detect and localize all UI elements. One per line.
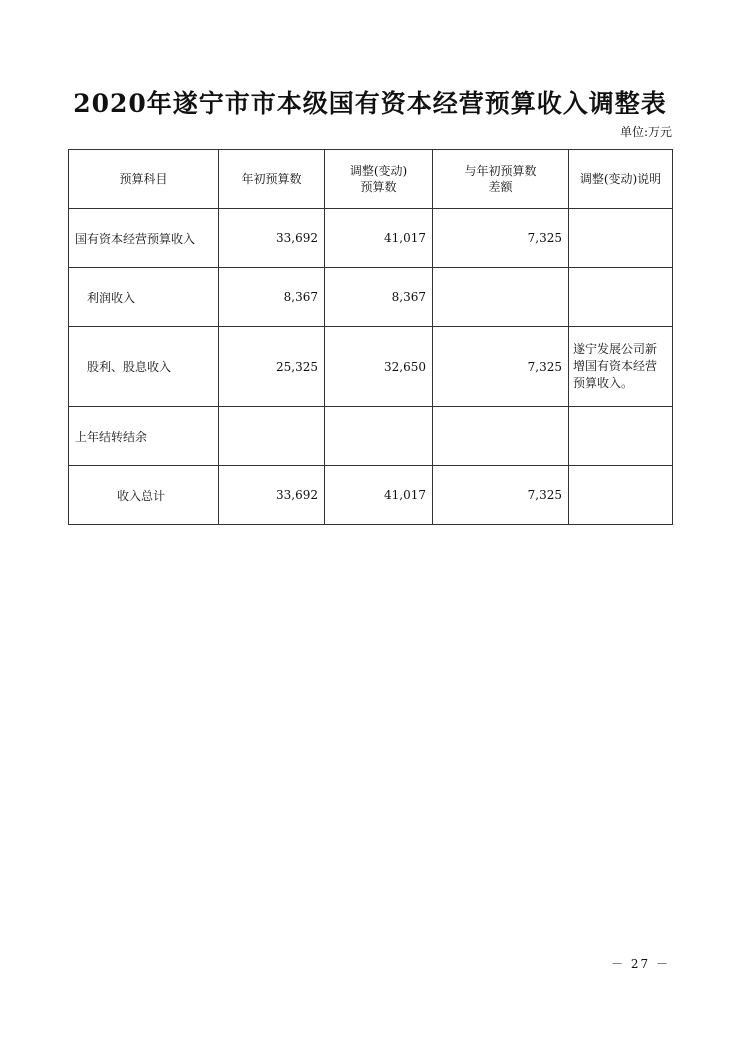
row-initial [219, 407, 325, 466]
row-subject: 利润收入 [69, 268, 219, 327]
row-adjusted: 41,017 [325, 466, 433, 525]
table-header-row [69, 150, 673, 209]
row-note [569, 268, 673, 327]
header-difference [433, 150, 569, 209]
row-note: 遂宁发展公司新增国有资本经营预算收入。 [569, 327, 673, 407]
row-difference [433, 407, 569, 466]
row-note [569, 209, 673, 268]
row-adjusted: 41,017 [325, 209, 433, 268]
header-adjusted-line2: 预算数 [360, 180, 397, 194]
row-initial: 8,367 [219, 268, 325, 327]
table-row-total [69, 466, 673, 525]
page-title: 2020年遂宁市市本级国有资本经营预算收入调整表 [73, 89, 667, 118]
row-note [569, 407, 673, 466]
row-difference: 7,325 [433, 209, 569, 268]
row-adjusted: 8,367 [325, 268, 433, 327]
row-initial: 25,325 [219, 327, 325, 407]
row-subject: 国有资本经营预算收入 [69, 209, 219, 268]
header-difference-line2: 差额 [488, 180, 513, 194]
header-adjusted-budget [325, 150, 433, 209]
row-subject: 收入总计 [69, 466, 219, 525]
row-note [569, 466, 673, 525]
row-subject: 股利、股息收入 [69, 327, 219, 407]
table-row [69, 407, 673, 466]
header-adjusted-line1: 调整(变动) [349, 164, 408, 178]
row-initial: 33,692 [219, 209, 325, 268]
row-adjusted: 32,650 [325, 327, 433, 407]
row-difference: 7,325 [433, 327, 569, 407]
page-number: － 27 － [611, 957, 670, 971]
row-difference: 7,325 [433, 466, 569, 525]
row-subject: 上年结转结余 [69, 407, 219, 466]
header-note: 调整(变动)说明 [569, 150, 673, 209]
header-initial-budget: 年初预算数 [219, 150, 325, 209]
table-row [69, 327, 673, 407]
budget-table [68, 149, 673, 525]
table-row [69, 209, 673, 268]
header-subject: 预算科目 [69, 150, 219, 209]
row-adjusted [325, 407, 433, 466]
unit-label: 单位:万元 [619, 125, 672, 139]
row-difference [433, 268, 569, 327]
row-initial: 33,692 [219, 466, 325, 525]
table-row [69, 268, 673, 327]
header-difference-line1: 与年初预算数 [464, 164, 537, 178]
